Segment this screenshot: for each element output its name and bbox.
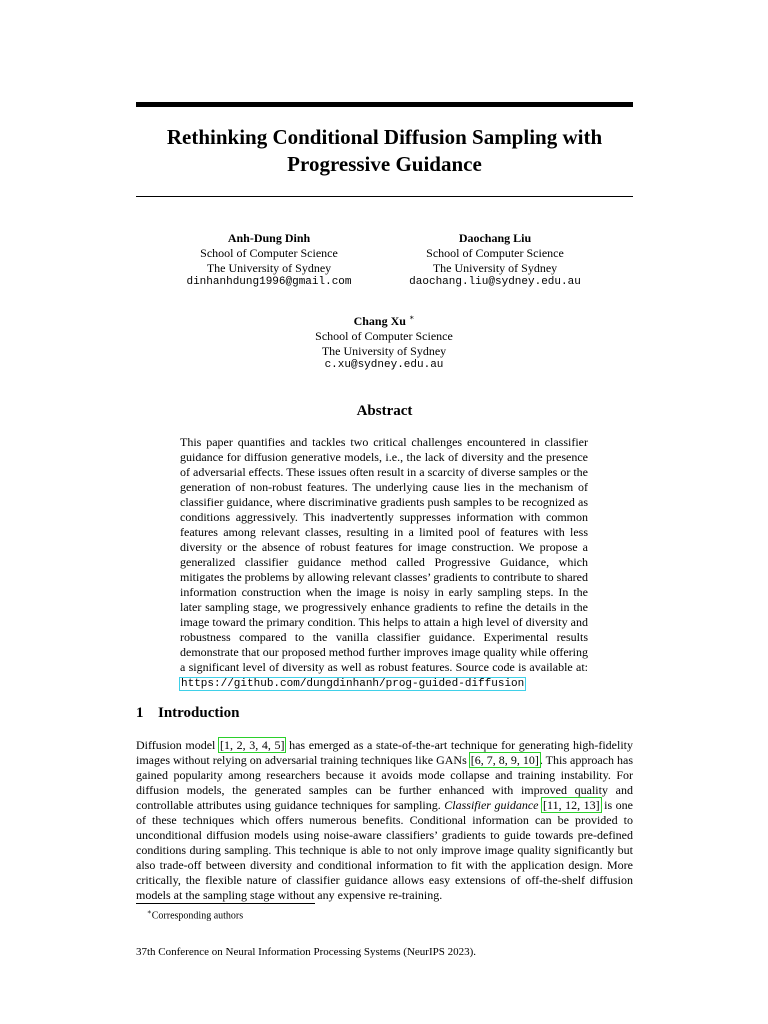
- author-name: Daochang Liu: [458, 231, 532, 245]
- author-name: Chang Xu: [353, 314, 406, 328]
- author-affiliation: The University of Sydney: [432, 260, 558, 275]
- intro-paragraph: [136, 738, 633, 903]
- author-affiliation: School of Computer Science: [315, 328, 453, 343]
- author-email[interactable]: daochang.liu@sydney.edu.au: [409, 276, 581, 289]
- abstract-text: This paper quantifies and tackles two critical challenges encountered in classifier guidance for diffusion generative models, i.e., the lack of diversity and the presence of adversarial effects. These issues often result in a scarcity of diverse samples or the generation of non-robust features. The underlying cause lies in the mechanism of classifier guidance, where discriminative gradients push samples to be recognized as conditions aggressively. This inadvertently suppresses information with common features among relevant classes, resulting in a limited pool of features with less diversity or the absence of robust features for image construction. We propose a generalized classifier guidance method called Progressive Guidance, which mitigates the problems by allowing relevant classes’ gradients to contribute to shared information construction when the image is noisy in early sampling steps. In the later sampling stage, we progressively enhance gradients to refine the details in the image toward the primary condition. This helps to attain a high level of diversity and robustness compared to the vanilla classifier guidance. Experimental results demonstrate that our proposed method further improves image quality while offering a significant level of diversity as well as robust features. Source code is available at:: [180, 435, 588, 674]
- citation-link[interactable]: [11, 12, 13]: [543, 798, 600, 812]
- author-affiliation: The University of Sydney: [321, 343, 447, 358]
- intro-text: has emerged as a state-of-the-art technique for generating high-fidelity images without relying on adversarial training techniques like GANs: [136, 738, 633, 767]
- title-top-rule: [136, 102, 633, 107]
- author-block-2: [390, 231, 600, 290]
- author-block-1: [164, 231, 374, 290]
- citation-link[interactable]: [1, 2, 3, 4, 5]: [220, 738, 285, 752]
- section-title: Introduction: [158, 705, 240, 721]
- intro-text: Diffusion model: [136, 738, 220, 752]
- footnote-text: Corresponding authors: [151, 910, 244, 922]
- intro-text: is one of these techniques which offers numerous benefits. Conditional information can be provided to unconditional diffusion models using noise-aware classifiers’ gradients to guide towards pre-defined conditions during sampling. This technique is able to not only improve image quality significantly but also trade-off between diversity and conditional information to fit with the application design. More critically, the flexible nature of classifier guidance allows easy extensions of off-the-shelf diffusion models at the sampling stage without any expensive re-training.: [136, 798, 634, 902]
- source-code-link[interactable]: https://github.com/dungdinhanh/prog-guided-diffusion: [181, 678, 525, 690]
- intro-text: . This approach has gained popularity among researchers because it avoids mode collapse and training instability. For diffusion models, the generated samples can be further enhanced with improved quality and controllable attributes using guidance techniques for sampling.: [136, 753, 633, 812]
- author-footnote-mark[interactable]: ∗: [408, 313, 415, 322]
- author-affiliation: School of Computer Science: [426, 245, 564, 260]
- author-block-3: [279, 311, 489, 373]
- author-email[interactable]: dinhanhdung1996@gmail.com: [186, 276, 352, 289]
- intro-emphasis: Classifier guidance: [444, 798, 539, 812]
- title-bottom-rule: [136, 196, 633, 197]
- section-heading: [136, 705, 239, 722]
- footnote-mark: ∗: [147, 908, 152, 916]
- paper-title: Rethinking Conditional Diffusion Sampling with Progressive Guidance: [166, 125, 603, 176]
- venue-footer: 37th Conference on Neural Information Processing Systems (NeurIPS 2023).: [136, 946, 477, 958]
- abstract-heading: Abstract: [356, 403, 413, 419]
- author-email[interactable]: c.xu@sydney.edu.au: [324, 359, 444, 372]
- author-name: Anh-Dung Dinh: [227, 231, 311, 245]
- author-name-line: [279, 311, 489, 329]
- abstract-body: [180, 435, 588, 692]
- citation-link[interactable]: [6, 7, 8, 9, 10]: [470, 753, 539, 767]
- author-affiliation: School of Computer Science: [200, 245, 338, 260]
- author-affiliation: The University of Sydney: [206, 260, 332, 275]
- footnote: [147, 906, 243, 922]
- footnote-rule: [136, 903, 315, 904]
- section-number: 1: [136, 705, 144, 721]
